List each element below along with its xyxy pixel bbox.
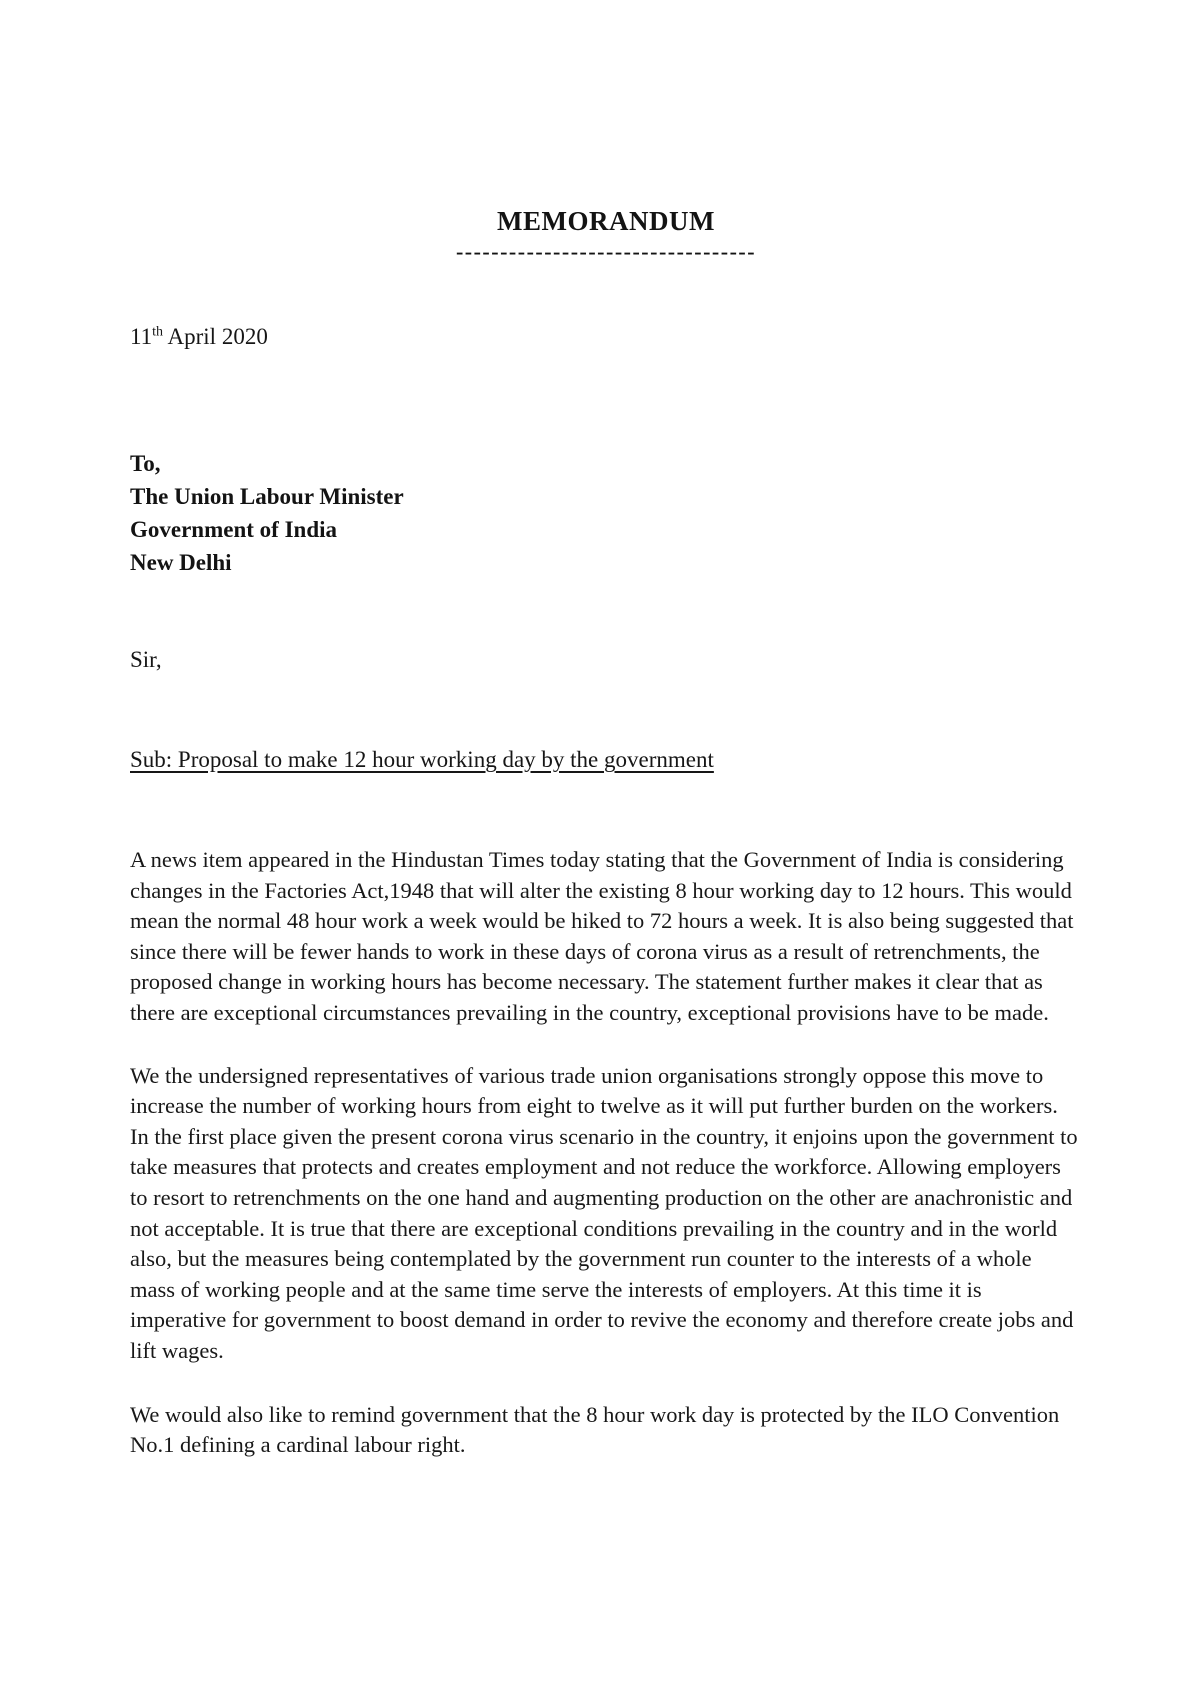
title-divider: ----------------------------------	[455, 239, 757, 264]
date-ordinal: th	[152, 324, 164, 340]
salutation: Sir,	[130, 647, 162, 672]
recipient-city: New Delhi	[130, 550, 232, 575]
date-line	[130, 322, 1082, 352]
recipient-block	[130, 447, 1082, 579]
paragraph-opposition: We the undersigned representatives of various trade union organisations strongly oppose this move to increase the number of working hours from eight to twelve as it will put further burden on the workers. In the first place given the present corona virus scenario in the country, it enjoins upon the government to take measures that protects and creates employment and not reduce the workforce. Allowing employers to resort to retrenchments on the one hand and augmenting production on the other are anachronistic and not acceptable. It is true that there are exceptional conditions prevailing in the country and in the world also, but the measures being contemplated by the government run counter to the interests of a whole mass of working people and at the same time serve the interests of employers. At this time it is imperative for government to boost demand in order to revive the economy and therefore create jobs and lift wages.	[130, 1062, 1078, 1363]
subject-line: Sub: Proposal to make 12 hour working day by the government	[130, 747, 714, 772]
paragraph-news-item: A news item appeared in the Hindustan Times today stating that the Government of India is considering changes in the Factories Act,1948 that will alter the existing 8 hour working day to 12 hours. This would mean the normal 48 hour work a week would be hiked to 72 hours a week. It is also being suggested that since there will be fewer hands to work in these days of corona virus as a result of retrenchments, the proposed change in working hours has become necessary. The statement further makes it clear that as there are exceptional circumstances prevailing in the country, exceptional provisions have to be made.	[130, 847, 1074, 1025]
date-rest: April 2020	[163, 324, 268, 349]
date-day: 11	[130, 324, 153, 349]
recipient-salutation-to: To,	[130, 451, 161, 476]
recipient-name: The Union Labour Minister	[130, 484, 404, 509]
recipient-organization: Government of India	[130, 517, 337, 542]
paragraph-ilo-convention: We would also like to remind government that the 8 hour work day is protected by the ILO Convention No.1 defining a cardinal labour right.	[130, 1401, 1060, 1458]
document-title: MEMORANDUM	[497, 206, 715, 236]
document-content	[130, 0, 1082, 1461]
